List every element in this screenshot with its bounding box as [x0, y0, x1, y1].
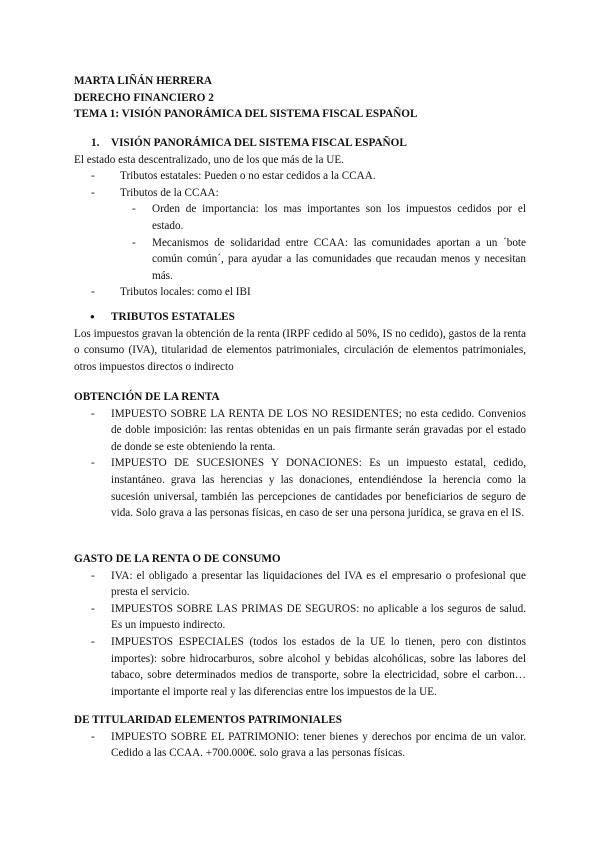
list-item — [74, 185, 526, 202]
titularidad-title: DE TITULARIDAD ELEMENTOS PATRIMONIALES — [74, 714, 343, 726]
dash-marker: - — [91, 730, 95, 743]
tributos-title: TRIBUTOS ESTATALES — [111, 311, 235, 323]
dash-marker: - — [132, 203, 136, 216]
list-item — [74, 284, 526, 301]
dash-marker: - — [91, 186, 95, 199]
list-item — [74, 601, 526, 634]
list-item — [74, 168, 526, 185]
list-item-text: Tributos estatales: Pueden o no estar cedidos a la CCAA. — [120, 170, 376, 183]
list-item-text: Tributos locales: como el IBI — [120, 286, 251, 299]
section-titularidad — [74, 712, 526, 762]
dash-marker: - — [91, 457, 95, 470]
gasto-title: GASTO DE LA RENTA O DE CONSUMO — [74, 553, 281, 565]
sub-list-item — [74, 201, 526, 234]
list-item-text: IMPUESTO SOBRE EL PATRIMONIO: tener bienes y derechos por encima de un valor. Cedido a las CCAA. +700.000€. solo grava a las personas físicas. — [111, 730, 526, 760]
course-name: DERECHO FINANCIERO 2 — [74, 91, 214, 104]
list-item-text: IMPUESTO DE SUCESIONES Y DONACIONES: Es un impuesto estatal, cedido, instantáneo. grava las herencias y las donaciones, entendiéndose la herencia como la sucesión universal, también las percepciones de cantidades por beneficiarios de seguro de vida. Solo grava a las personas físicas, en caso de ser una persona jurídica, se grava en el IS. — [111, 457, 526, 520]
list-item-text: IMPUESTO SOBRE LA RENTA DE LOS NO RESIDENTES; no esta cedido. Convenios de doble imposición: las rentas obtenidas en un pais firmante serán gravadas por el estado de donde se este obteniendo la renta. — [111, 407, 526, 453]
list-item — [74, 568, 526, 601]
tributos-text: Los impuestos gravan la obtención de la renta (IRPF cedido al 50%, IS no cedido), gastos de la renta o consumo (IVA), titularidad de elementos patrimoniales, circulación de elementos patrimoniales, otros impuestos directos o indirecto — [74, 327, 526, 373]
section-obtencion-renta — [74, 389, 526, 522]
dash-marker: - — [91, 602, 95, 615]
dash-marker: - — [132, 236, 136, 249]
author-name: MARTA LIÑÁN HERRERA — [74, 75, 213, 87]
list-item-text: Tributos de la CCAA: — [120, 186, 219, 199]
section-intro: El estado esta descentralizado, uno de los que más de la UE. — [74, 153, 344, 166]
bullet-icon: ● — [90, 312, 95, 321]
dash-marker: - — [91, 286, 95, 299]
section-vision-panoramica — [74, 135, 526, 301]
sub-list-item-text: Mecanismos de solidaridad entre CCAA: las comunidades aportan a un ´bote común común´, para ayudar a las comunidades que recaudan menos y necesitan más. — [152, 236, 526, 282]
obtencion-title: OBTENCIÓN DE LA RENTA — [74, 391, 220, 403]
dash-marker: - — [91, 170, 95, 183]
list-item — [74, 406, 526, 456]
section-number: 1. — [91, 137, 100, 149]
list-item-text: IMPUESTOS ESPECIALES (todos los estados de la UE lo tienen, pero con distintos importes): sobre hidrocarburos, sobre alcohol y bebidas alcohólicas, sobre las labores del tabaco, sobre determinados medios de transporte, sobre la electricidad, sobre el carbon… importante el importe real y las diferencias entre los impuestos de la UE. — [111, 635, 526, 698]
section-gasto-renta — [74, 551, 526, 700]
section-heading — [74, 135, 526, 152]
document-header — [74, 73, 526, 123]
list-item — [74, 729, 526, 762]
section-title: VISIÓN PANORÁMICA DEL SISTEMA FISCAL ESPAÑOL — [111, 137, 407, 149]
list-item-text: IVA: el obligado a presentar las liquidaciones del IVA es el empresario o profesional que presta el servicio. — [111, 569, 526, 599]
topic-title: TEMA 1: VISIÓN PANORÁMICA DEL SISTEMA FISCAL ESPAÑOL — [74, 108, 418, 121]
dash-marker: - — [91, 407, 95, 420]
list-item — [74, 634, 526, 700]
list-item — [74, 455, 526, 521]
dash-marker: - — [91, 569, 95, 582]
list-item-text: IMPUESTOS SOBRE LAS PRIMAS DE SEGUROS: no aplicable a los seguros de salud. Es un impuesto indirecto. — [111, 602, 526, 632]
sub-list-item — [74, 235, 526, 285]
sub-list-item-text: Orden de importancia: los mas importantes son los impuestos cedidos por el estado. — [152, 203, 526, 232]
section-tributos-estatales — [74, 309, 526, 375]
dash-marker: - — [91, 635, 95, 648]
tributos-heading — [74, 309, 526, 326]
